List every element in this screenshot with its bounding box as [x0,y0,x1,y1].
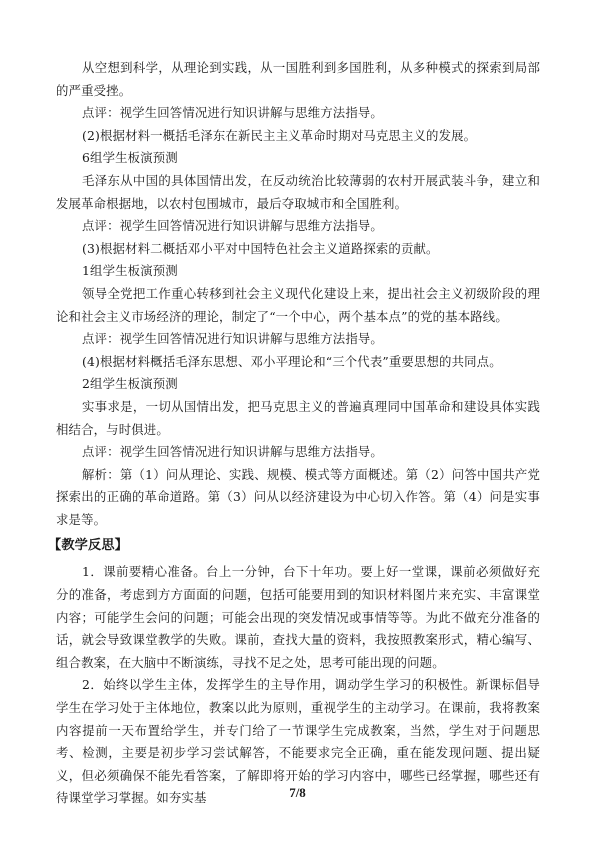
reflection-paragraph: 2．始终以学生主体，发挥学生的主导作用，调动学生学习的积极性。新课标倡导学生在学习处于主体地位，教案以此为原则，重视学生的主动学习。在课前，我将教案内容提前一天布置给学生，并专门给了一节课学生完成教案，当然，学生对于问题思考、检测，主要是初步学习尝试解答，不能要求完全正确，重在能发现问题、提出疑义，但必须确保不能先看答案，了解即将开始的学习内容中，哪些已经掌握，哪些还有待课堂学习掌握。如夯实基 [56,677,540,806]
page-number: 7/8 [289,785,306,800]
comment-line: 点评：视学生回答情况进行知识讲解与思维方法指导。 [82,105,383,121]
comment-line: 点评：视学生回答情况进行知识讲解与思维方法指导。 [82,331,383,347]
paragraph: 领导全党把工作重心转移到社会主义现代化建设上来，提出社会主义初级阶段的理论和社会主义市场经济的理论，制定了“一个中心，两个基本点”的党的基本路线。 [56,285,540,324]
comment-line: 点评：视学生回答情况进行知识讲解与思维方法指导。 [82,444,383,460]
paragraph: 毛泽东从中国的具体国情出发，在反动统治比较薄弱的农村开展武装斗争，建立和发展革命根据地，以农村包围城市，最后夺取城市和全国胜利。 [56,172,540,211]
group-label: 2组学生板演预测 [82,376,178,392]
group-label: 6组学生板演预测 [82,150,178,166]
comment-line: 点评：视学生回答情况进行知识讲解与思维方法指导。 [82,218,383,234]
question-line: (4)根据材料概括毛泽东思想、邓小平理论和“三个代表”重要思想的共同点。 [82,353,502,369]
question-line: (3)根据材料二概括邓小平对中国特色社会主义道路探索的贡献。 [82,240,439,256]
reflection-paragraph: 1．课前要精心准备。台上一分钟，台下十年功。要上好一堂课，课前必须做好充分的准备，考虑到方方面面的问题，包括可能要用到的知识材料图片来充实、丰富课堂内容；可能学生会问的问题；可能会出现的突发情况或事情等等。为此不做充分准备的话，就会导致课堂教学的失败。课前，查找大量的资料，我按照教案形式，精心编写、组合教案，在大脑中不断演练，寻找不足之处，思考可能出现的问题。 [56,564,540,670]
section-heading: 【教学反思】 [48,538,129,554]
group-label: 1组学生板演预测 [82,263,178,279]
question-line: (2)根据材料一概括毛泽东在新民主主义革命时期对马克思主义的发展。 [82,127,477,143]
paragraph: 实事求是，一切从国情出发，把马克思主义的普遍真理同中国革命和建设具体实践相结合，与时俱进。 [56,398,540,437]
analysis-paragraph: 解析：第（1）问从理论、实践、规模、模式等方面概述。第（2）问答中国共产党探索出的正确的革命道路。第（3）问从以经济建设为中心切入作答。第（4）问是实事求是等。 [56,466,540,527]
paragraph: 从空想到科学，从理论到实践，从一国胜利到多国胜利，从多种模式的探索到局部的严重受挫。 [56,60,540,98]
document-body [48,57,540,810]
